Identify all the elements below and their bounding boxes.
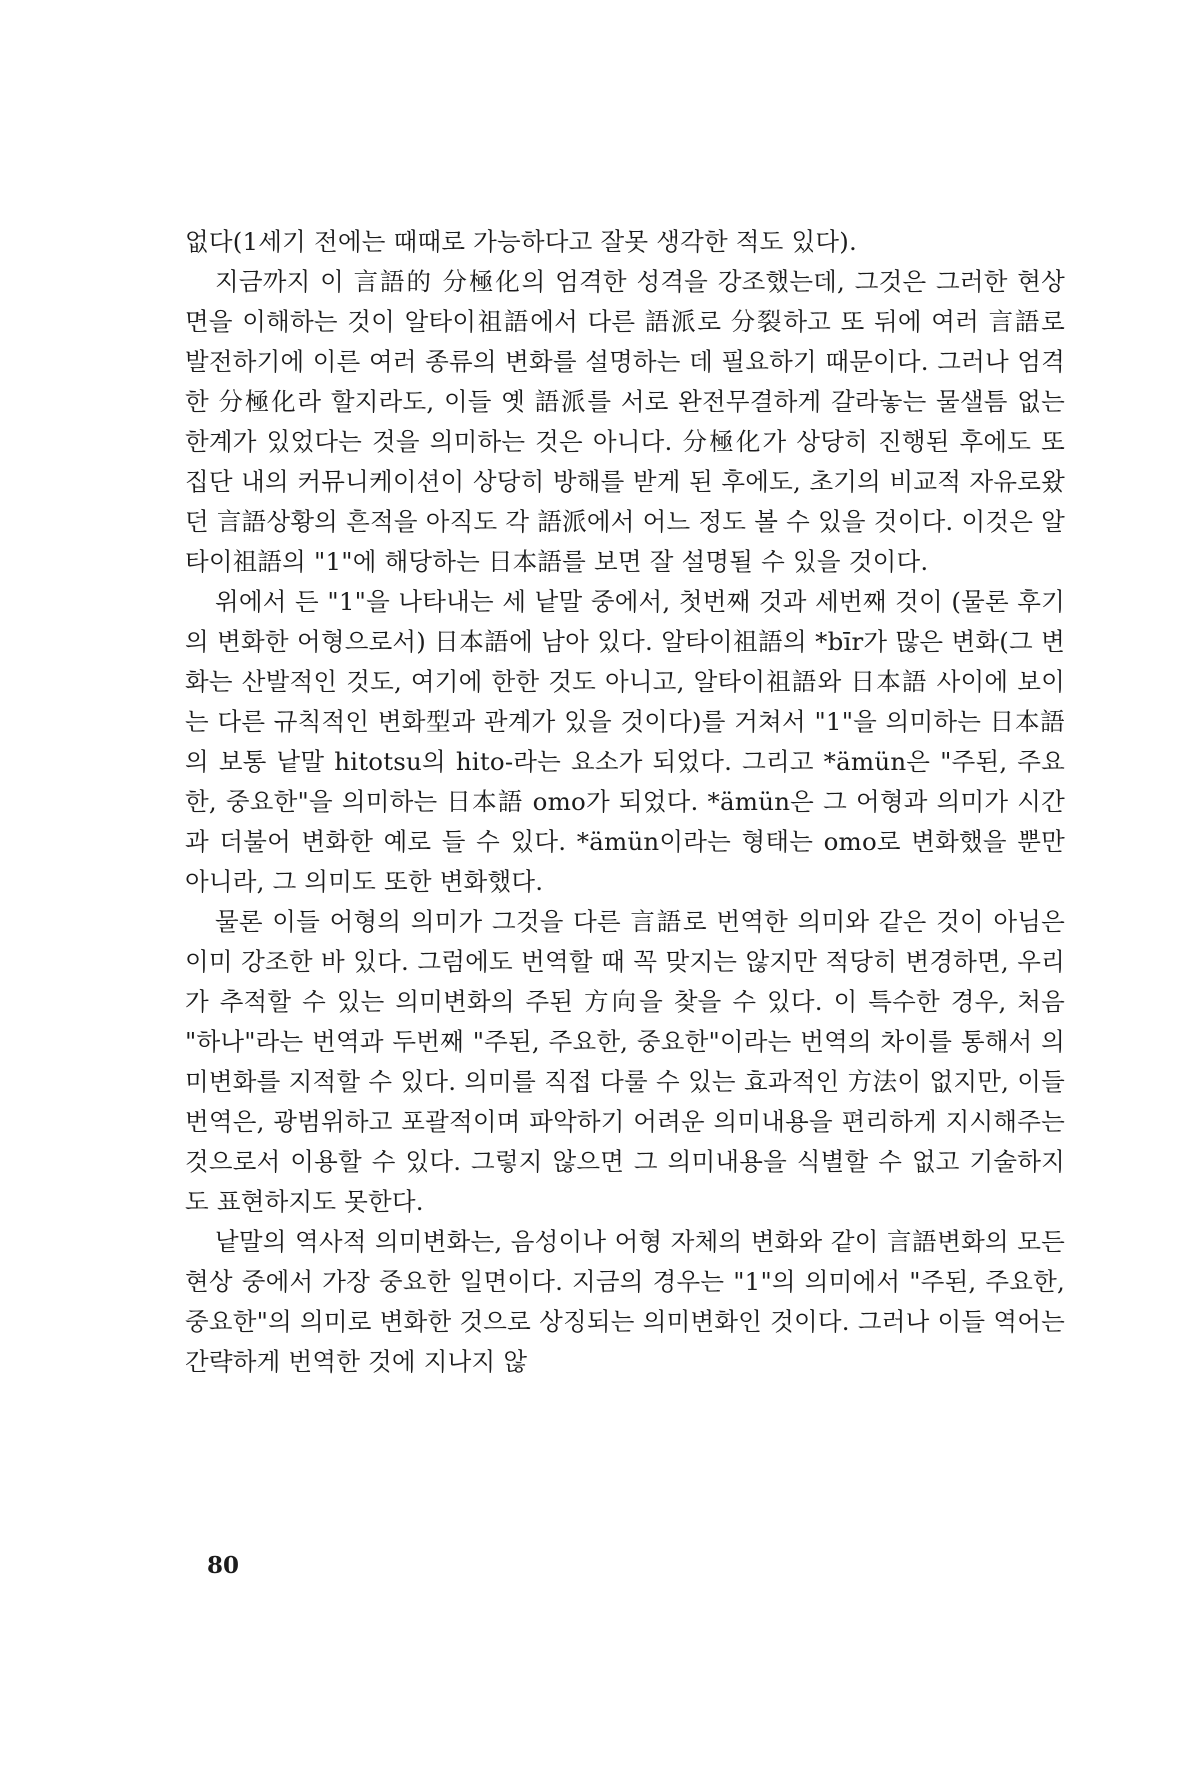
page-number: 80 [207, 1552, 240, 1579]
paragraph: 지금까지 이 言語的 分極化의 엄격한 성격을 강조했는데, 그것은 그러한 현상 면을 이해하는 것이 알타이祖語에서 다른 語派로 分裂하고 또 뒤에 여러 言語로 발전하기에 이른 여러 종류의 변화를 설명하는 데 필요하기 때문이다. 그러나 엄격한 分極化라 할지라도, 이들 옛 語派를 서로 완전무결하게 갈라놓는 물샐틈 없는 한계가 있었다는 것을 의미하는 것은 아니다. 分極化가 상당히 진행된 후에도 또 집단 내의 커뮤니케이션이 상당히 방해를 받게 된 후에도, 초기의 비교적 자유로왔던 言語상황의 흔적을 아직도 각 語派에서 어느 정도 볼 수 있을 것이다. 이것은 알타이祖語의 "1"에 해당하는 日本語를 보면 잘 설명될 수 있을 것이다. [185, 267, 1065, 576]
paragraph: 낱말의 역사적 의미변화는, 음성이나 어형 자체의 변화와 같이 言語변화의 모든 현상 중에서 가장 중요한 일면이다. 지금의 경우는 "1"의 의미에서 "주된, 주요한, 중요한"의 의미로 변화한 것으로 상징되는 의미변화인 것이다. 그러나 이들 역어는 간략하게 번역한 것에 지나지 않 [185, 1227, 1065, 1376]
paragraph: 위에서 든 "1"을 나타내는 세 낱말 중에서, 첫번째 것과 세번째 것이 (물론 후기의 변화한 어형으로서) 日本語에 남아 있다. 알타이祖語의 *bīr가 많은 변화(그 변화는 산발적인 것도, 여기에 한한 것도 아니고, 알타이祖語와 日本語 사이에 보이는 다른 규칙적인 변화型과 관계가 있을 것이다)를 거쳐서 "1"을 의미하는 日本語의 보통 낱말 hitotsu의 hito-라는 요소가 되었다. 그리고 *ämün은 "주된, 주요한, 중요한"을 의미하는 日本語 omo가 되었다. *ämün은 그 어형과 의미가 시간과 더불어 변화한 예로 들 수 있다. *ämün이라는 형태는 omo로 변화했을 뿐만 아니라, 그 의미도 또한 변화했다. [185, 587, 1065, 896]
paragraph: 물론 이들 어형의 의미가 그것을 다른 言語로 번역한 의미와 같은 것이 아님은 이미 강조한 바 있다. 그럼에도 번역할 때 꼭 맞지는 않지만 적당히 변경하면, 우리가 추적할 수 있는 의미변화의 주된 方向을 찾을 수 있다. 이 특수한 경우, 처음 "하나"라는 번역과 두번째 "주된, 주요한, 중요한"이라는 번역의 차이를 통해서 의미변화를 지적할 수 있다. 의미를 직접 다룰 수 있는 효과적인 方法이 없지만, 이들 번역은, 광범위하고 포괄적이며 파악하기 어려운 의미내용을 편리하게 지시해주는 것으로서 이용할 수 있다. 그렇지 않으면 그 의미내용을 식별할 수 없고 기술하지도 표현하지도 못한다. [185, 907, 1065, 1216]
body-text [185, 222, 1065, 1382]
paragraph-continuation: 없다(1세기 전에는 때때로 가능하다고 잘못 생각한 적도 있다). [185, 227, 858, 256]
